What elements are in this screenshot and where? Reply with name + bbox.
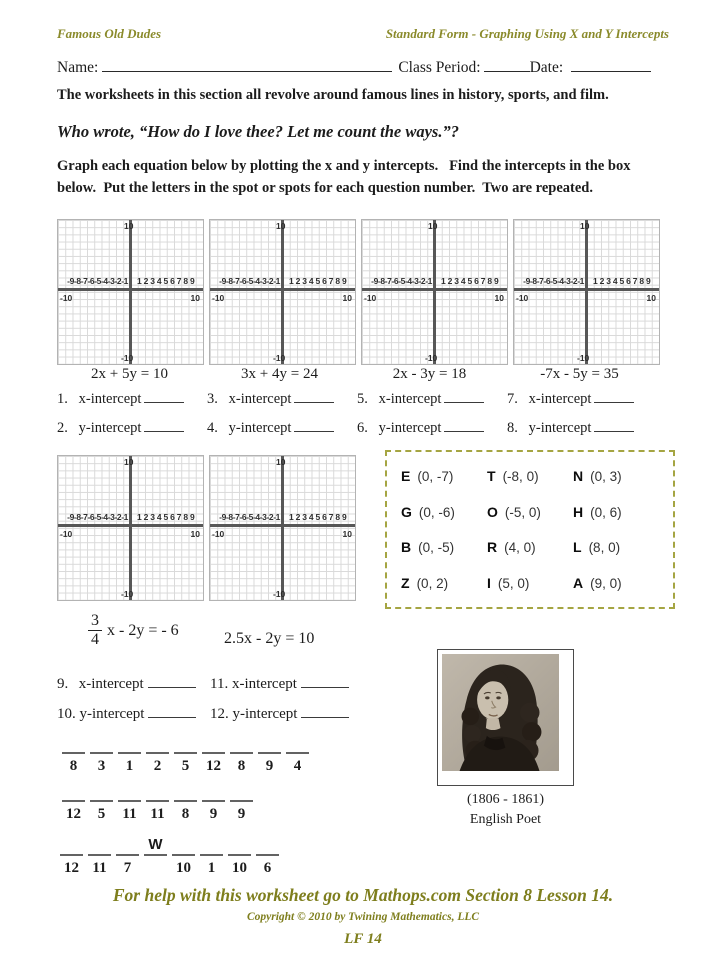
y-axis-bottom-label: -10: [273, 352, 286, 363]
answer-blank[interactable]: [200, 854, 223, 856]
answer-cell: [146, 752, 169, 776]
date-label: Date:: [529, 59, 564, 76]
legend-coordinate: (8, 0): [588, 540, 621, 556]
x-axis: [210, 288, 355, 291]
y-axis: [433, 220, 436, 364]
legend-coordinate: (4, 0): [504, 540, 536, 556]
intercept-item-column: [57, 389, 202, 447]
answer-blank[interactable]: [594, 418, 634, 432]
x-axis-right-label: 10: [646, 293, 656, 303]
answer-cell: [62, 752, 85, 776]
legend-entry: [573, 504, 669, 520]
x-axis-positive-ticks: 123456789: [441, 276, 501, 286]
item-label: x-intercept: [225, 391, 292, 407]
answer-cell: [202, 752, 225, 776]
x-axis-right-label: 10: [190, 293, 200, 303]
intercept-item-column: [207, 389, 352, 447]
intercept-item: [207, 389, 352, 409]
x-axis: [514, 288, 659, 291]
x-axis: [210, 524, 355, 527]
legend-coordinate: (0, -7): [417, 468, 454, 484]
item-label: y-intercept: [75, 420, 142, 436]
item-number: 10.: [57, 706, 76, 722]
answer-letter-row-1: [62, 752, 309, 776]
legend-entry: [573, 575, 669, 591]
legend-letter: L: [573, 539, 582, 556]
x-axis-negative-ticks: -9-8-7-6-5-4-3-2-1: [523, 276, 584, 286]
riddle-question: Who wrote, “How do I love thee? Let me count the ways.”?: [57, 122, 459, 141]
blank-number: 2: [153, 758, 162, 774]
answer-cell: [90, 752, 113, 776]
instructions-line1: Graph each equation below by plotting the x and y intercepts. Find the intercepts in the box: [57, 158, 631, 174]
y-axis-top-label: 10: [276, 457, 286, 467]
legend-letter: N: [573, 467, 584, 484]
portrait-image: [442, 654, 559, 771]
answer-blank[interactable]: [444, 418, 484, 432]
answer-blank[interactable]: [172, 854, 195, 856]
x-axis-positive-ticks: 123456789: [289, 512, 349, 522]
answer-blank[interactable]: [90, 800, 113, 802]
x-axis: [58, 288, 203, 291]
answer-cell: [146, 800, 169, 824]
letter-coordinate-key-box: [385, 450, 675, 609]
intercept-item-column: [357, 389, 502, 447]
answer-cell: [230, 800, 253, 824]
answer-cell: [174, 800, 197, 824]
blank-number: 1: [125, 758, 134, 774]
legend-entry: [487, 539, 573, 555]
y-axis-bottom-label: -10: [577, 352, 590, 363]
legend-coordinate: (0, 6): [590, 504, 622, 520]
answer-cell: [62, 800, 85, 824]
answer-cell: [202, 800, 225, 824]
x-axis-left-label: -10: [212, 293, 225, 303]
portrait-frame: [437, 649, 574, 786]
item-label: y-intercept: [525, 420, 592, 436]
class-period-label: Class Period:: [398, 59, 481, 76]
item-number: 5.: [357, 391, 368, 407]
answer-blank[interactable]: [148, 704, 196, 718]
legend-entry: [487, 504, 573, 520]
blank-number: 8: [181, 806, 190, 822]
intercept-item: [57, 389, 202, 409]
item-number: 8.: [507, 420, 518, 436]
date-blank[interactable]: [571, 57, 651, 72]
x-axis-right-label: 10: [342, 293, 352, 303]
instructions: [57, 155, 682, 199]
x-axis-positive-ticks: 123456789: [593, 276, 653, 286]
intercept-item: [207, 418, 352, 438]
answer-blank[interactable]: [228, 854, 251, 856]
answer-blank[interactable]: [174, 800, 197, 802]
legend-entry: [573, 539, 669, 555]
answer-cell: [88, 854, 111, 878]
equations-row-1: [57, 366, 652, 383]
y-axis-top-label: 10: [124, 221, 134, 231]
portrait-title: English Poet: [469, 812, 542, 827]
y-axis-bottom-label: -10: [273, 588, 286, 599]
answer-cell: [118, 752, 141, 776]
answer-blank[interactable]: [294, 389, 334, 403]
legend-coordinate: (0, 3): [590, 468, 622, 484]
answer-cell: [258, 752, 281, 776]
blank-number: 6: [263, 860, 272, 876]
item-number: 1.: [57, 391, 68, 407]
legend-letter: I: [487, 575, 491, 592]
intercept-item-column: [507, 389, 652, 447]
item-label: y-intercept: [228, 706, 298, 722]
grid-row-1: [57, 219, 660, 365]
answer-blank[interactable]: [202, 752, 225, 754]
equation: 2x - 3y = 18: [392, 366, 467, 382]
x-axis: [58, 524, 203, 527]
answer-blank[interactable]: [62, 800, 85, 802]
answer-blank[interactable]: [146, 800, 169, 802]
equation-decimal: 2.5x - 2y = 10: [224, 630, 315, 647]
answer-letter-row-3: [60, 835, 279, 878]
answer-cell: [228, 854, 251, 878]
legend-coordinate: (5, 0): [497, 576, 530, 592]
item-number: 11.: [210, 676, 229, 692]
legend-letter: A: [573, 575, 584, 592]
x-axis-left-label: -10: [516, 293, 529, 303]
y-axis-bottom-label: -10: [425, 352, 438, 363]
answer-blank[interactable]: [60, 854, 83, 856]
x-axis-negative-ticks: -9-8-7-6-5-4-3-2-1: [219, 276, 280, 286]
answer-cell: [144, 835, 167, 878]
answer-blank[interactable]: [301, 704, 349, 718]
intercept-item: [57, 418, 202, 438]
legend-entry: [401, 575, 487, 591]
intercept-item: [210, 674, 349, 693]
x-axis-left-label: -10: [364, 293, 377, 303]
blank-number: 9: [265, 758, 274, 774]
answer-blank[interactable]: [174, 752, 197, 754]
x-axis-negative-ticks: -9-8-7-6-5-4-3-2-1: [67, 512, 128, 522]
blank-number: 5: [181, 758, 190, 774]
blank-number: 12: [64, 860, 79, 876]
coordinate-grid: [209, 219, 356, 365]
footer-copyright: Copyright © 2010 by Twining Mathematics, LLC: [246, 911, 480, 923]
legend-letter: R: [487, 539, 498, 556]
item-label: x-intercept: [228, 676, 297, 692]
answer-blank[interactable]: [146, 752, 169, 754]
legend-letter: E: [401, 467, 411, 484]
legend-entry: [401, 504, 487, 520]
coordinate-grid: [513, 219, 660, 365]
answer-blank[interactable]: [286, 752, 309, 754]
blank-number: 7: [123, 860, 132, 876]
legend-letter: Z: [401, 575, 410, 592]
answer-cell: [230, 752, 253, 776]
x-axis-negative-ticks: -9-8-7-6-5-4-3-2-1: [371, 276, 432, 286]
y-axis-bottom-label: -10: [121, 352, 134, 363]
item-number: 9.: [57, 676, 69, 692]
grid-row-2: [57, 455, 356, 601]
blank-number: 9: [209, 806, 218, 822]
blank-number: 11: [150, 806, 165, 822]
coordinate-grid: [57, 455, 204, 601]
item-label: y-intercept: [225, 420, 292, 436]
answer-blank[interactable]: [230, 752, 253, 754]
answer-blank[interactable]: [148, 674, 196, 688]
answer-blank[interactable]: [230, 800, 253, 802]
item-number: 2.: [57, 420, 68, 436]
answer-cell: [118, 800, 141, 824]
intercept-item: [507, 389, 652, 409]
intercept-items-row-2: [57, 674, 349, 723]
answer-blank[interactable]: [118, 800, 141, 802]
answer-letter-row-2: [62, 800, 253, 824]
answer-blank[interactable]: [88, 854, 111, 856]
x-axis-right-label: 10: [342, 529, 352, 539]
legend-coordinate: (9, 0): [590, 576, 622, 592]
answer-cell: [286, 752, 309, 776]
answer-cell: [256, 854, 279, 878]
portrait-caption: [437, 792, 574, 828]
section-intro: The worksheets in this section all revolve around famous lines in history, sports, and film.: [57, 87, 609, 103]
item-label: x-intercept: [75, 391, 142, 407]
legend-coordinate: (0, 2): [416, 576, 449, 592]
legend-coordinate: (-5, 0): [504, 504, 541, 520]
y-axis-bottom-label: -10: [121, 588, 134, 599]
name-row: [57, 57, 651, 77]
fraction-numerator: 3: [88, 612, 102, 631]
intercept-items-row-1: [57, 389, 652, 447]
y-axis-top-label: 10: [428, 221, 438, 231]
blank-number: 11: [92, 860, 107, 876]
blank-number: 3: [97, 758, 106, 774]
legend-letter: B: [401, 539, 412, 556]
series-title: Famous Old Dudes: [57, 26, 162, 41]
worksheet-title: Standard Form - Graphing Using X and Y Intercepts: [385, 26, 669, 41]
equation: -7x - 5y = 35: [540, 366, 619, 382]
fraction-denominator: 4: [91, 631, 99, 649]
item-label: x-intercept: [375, 391, 442, 407]
fraction: [88, 612, 102, 650]
y-axis: [585, 220, 588, 364]
answer-blank[interactable]: [116, 854, 139, 856]
y-axis: [129, 456, 132, 600]
legend-entry: [401, 468, 487, 484]
x-axis: [362, 288, 507, 291]
item-number: 7.: [507, 391, 518, 407]
y-axis-top-label: 10: [276, 221, 286, 231]
coordinate-grid: [361, 219, 508, 365]
blank-number: 1: [207, 860, 216, 876]
blank-number: 8: [69, 758, 78, 774]
blank-number: 11: [122, 806, 137, 822]
item-number: 6.: [357, 420, 368, 436]
equation: 2x + 5y = 10: [91, 366, 168, 382]
prefilled-letter: W: [148, 836, 163, 853]
answer-blank[interactable]: [258, 752, 281, 754]
intercept-item: [357, 389, 502, 409]
blank-number: 12: [206, 758, 221, 774]
answer-blank[interactable]: [202, 800, 225, 802]
answer-cell: [200, 854, 223, 878]
y-axis-top-label: 10: [580, 221, 590, 231]
equation: 3x + 4y = 24: [241, 366, 318, 382]
answer-blank[interactable]: [144, 389, 184, 403]
blank-number: 12: [66, 806, 81, 822]
item-label: x-intercept: [525, 391, 592, 407]
item-label: y-intercept: [375, 420, 442, 436]
intercept-item: [357, 418, 502, 438]
x-axis-negative-ticks: -9-8-7-6-5-4-3-2-1: [67, 276, 128, 286]
blank-number: 10: [176, 860, 191, 876]
x-axis-right-label: 10: [494, 293, 504, 303]
y-axis-top-label: 10: [124, 457, 134, 467]
answer-blank[interactable]: [144, 854, 167, 856]
fraction-equation-rest: x - 2y = - 6: [107, 621, 179, 639]
answer-blank[interactable]: [144, 418, 184, 432]
footer-help-line: For help with this worksheet go to Mathops.com Section 8 Lesson 14.: [112, 885, 614, 905]
item-number: 3.: [207, 391, 218, 407]
equation-fraction: [88, 612, 179, 650]
name-label: Name:: [57, 59, 99, 76]
answer-blank[interactable]: [594, 389, 634, 403]
answer-cell: [60, 854, 83, 878]
x-axis-left-label: -10: [212, 529, 225, 539]
item-label: y-intercept: [75, 706, 145, 722]
blank-number: 9: [237, 806, 246, 822]
x-axis-positive-ticks: 123456789: [289, 276, 349, 286]
instructions-line2: below. Put the letters in the spot or spots for each question number. Two are repeated.: [57, 180, 593, 196]
item-number: 4.: [207, 420, 218, 436]
y-axis: [281, 220, 284, 364]
answer-blank[interactable]: [62, 752, 85, 754]
answer-cell: [172, 854, 195, 878]
x-axis-negative-ticks: -9-8-7-6-5-4-3-2-1: [219, 512, 280, 522]
answer-cell: [174, 752, 197, 776]
coordinate-grid: [209, 455, 356, 601]
intercept-item: [210, 704, 349, 723]
item-label: x-intercept: [75, 676, 144, 692]
legend-coordinate: (-8, 0): [502, 468, 539, 484]
legend-entry: [401, 539, 487, 555]
y-axis: [129, 220, 132, 364]
blank-number: 4: [293, 758, 302, 774]
blank-number: 5: [97, 806, 106, 822]
answer-blank[interactable]: [90, 752, 113, 754]
item-number: 12.: [210, 706, 229, 722]
intercept-item: [57, 674, 210, 693]
footer-worksheet-code: LF 14: [344, 931, 382, 947]
legend-letter: T: [487, 467, 496, 484]
answer-blank[interactable]: [294, 418, 334, 432]
legend-letter: H: [573, 503, 584, 520]
legend-entry: [487, 468, 573, 484]
answer-blank[interactable]: [301, 674, 349, 688]
x-axis-left-label: -10: [60, 293, 73, 303]
x-axis-positive-ticks: 123456789: [137, 512, 197, 522]
name-blank[interactable]: [102, 57, 392, 72]
x-axis-right-label: 10: [190, 529, 200, 539]
answer-cell: [116, 854, 139, 878]
x-axis-left-label: -10: [60, 529, 73, 539]
answer-cell: [90, 800, 113, 824]
legend-coordinate: (0, -5): [418, 540, 455, 556]
answer-blank[interactable]: [118, 752, 141, 754]
legend-entry: [573, 468, 669, 484]
blank-number: 8: [237, 758, 246, 774]
legend-entry: [487, 575, 573, 591]
answer-blank[interactable]: [256, 854, 279, 856]
blank-number: 10: [232, 860, 247, 876]
class-period-blank[interactable]: [484, 57, 530, 72]
legend-letter: G: [401, 503, 412, 520]
y-axis: [281, 456, 284, 600]
legend-letter: O: [487, 503, 498, 520]
x-axis-positive-ticks: 123456789: [137, 276, 197, 286]
answer-blank[interactable]: [444, 389, 484, 403]
coordinate-grid: [57, 219, 204, 365]
intercept-item: [57, 704, 210, 723]
portrait-years: (1806 - 1861): [467, 792, 544, 807]
legend-coordinate: (0, -6): [418, 504, 455, 520]
intercept-item: [507, 418, 652, 438]
